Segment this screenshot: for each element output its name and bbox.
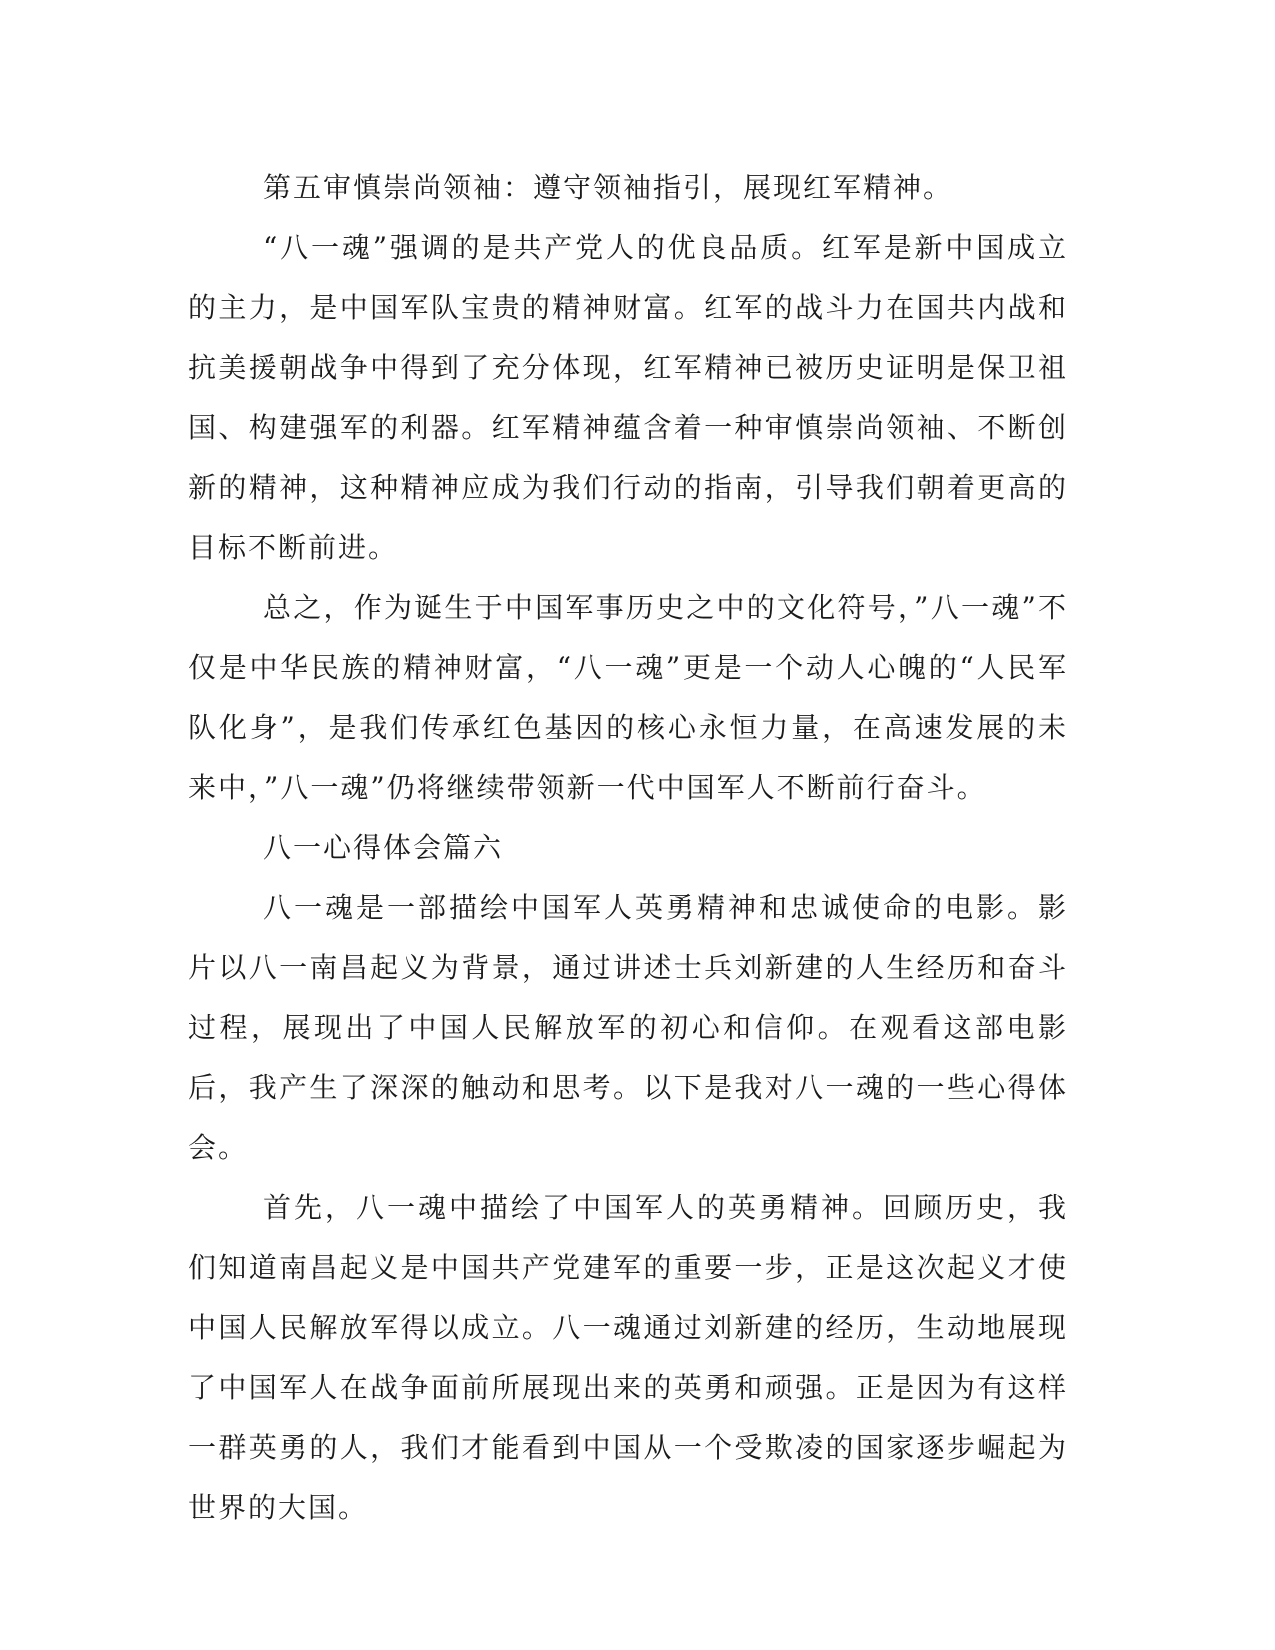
paragraph-film-intro: 八一魂是一部描绘中国军人英勇精神和忠诚使命的电影。影片以八一南昌起义为背景，通过讲述士兵刘新建的人生经历和奋斗过程，展现出了中国人民解放军的初心和信仰。在观看这部电影后，我产生了深深的触动和思考。以下是我对八一魂的一些心得体会。 [188,891,1068,1164]
document-page [188,158,1068,1538]
paragraph-heroic-spirit: 首先，八一魂中描绘了中国军人的英勇精神。回顾历史，我们知道南昌起义是中国共产党建军的重要一步，正是这次起义才使中国人民解放军得以成立。八一魂通过刘新建的经历，生动地展现了中国军人在战争面前所展现出来的英勇和顽强。正是因为有这样一群英勇的人，我们才能看到中国从一个受欺凌的国家逐步崛起为世界的大国。 [188,1191,1068,1524]
paragraph-conclusion: 总之，作为诞生于中国军事历史之中的文化符号，”八一魂”不仅是中华民族的精神财富，“八一魂”更是一个动人心魄的“人民军队化身”，是我们传承红色基因的核心永恒力量，在高速发展的未来中，”八一魂”仍将继续带领新一代中国军人不断前行奋斗。 [188,591,1068,804]
paragraph-leadership: 第五审慎崇尚领袖：遵守领袖指引，展现红军精神。 [263,171,954,204]
paragraph-red-army-spirit: “八一魂”强调的是共产党人的优良品质。红军是新中国成立的主力，是中国军队宝贵的精神财富。红军的战斗力在国共内战和抗美援朝战争中得到了充分体现，红军精神已被历史证明是保卫祖国、构建强军的利器。红军精神蕴含着一种审慎崇尚领袖、不断创新的精神，这种精神应成为我们行动的指南，引导我们朝着更高的目标不断前进。 [188,231,1068,564]
section-heading: 八一心得体会篇六 [263,831,504,864]
